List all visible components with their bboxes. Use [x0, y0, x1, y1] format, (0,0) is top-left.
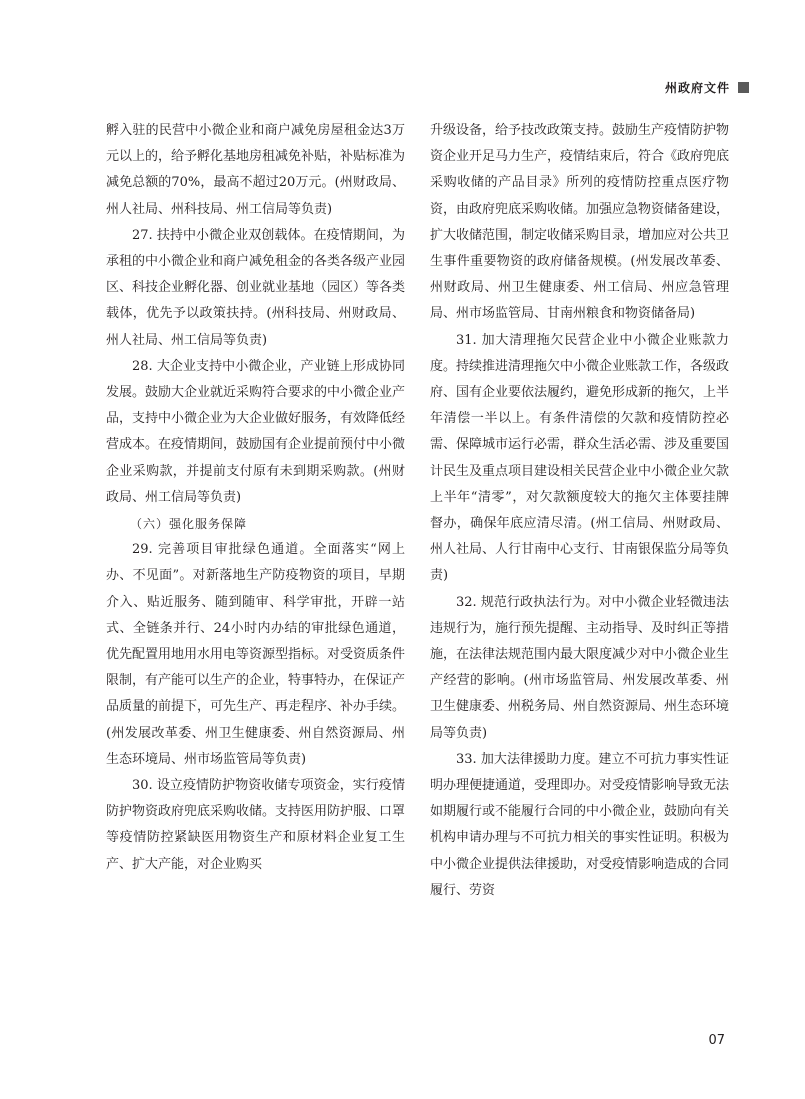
paragraph: 29. 完善项目审批绿色通道。全面落实“网上办、不见面”。对新落地生产防疫物资的项目，早期介入、贴近服务、随到随审、科学审批，开辟一站式、全链条并行、24小时内办结的审批绿色通道，优先配置用地用水用电等资源型指标。对受资质条件限制，有产能可以生产的企业，特事特办，在保证产品质量的前提下，可先生产、再走程序、补办手续。(州发展改革委、州卫生健康委、州自然资源局、州生态环境局、州市场监管局等负责) — [106, 542, 406, 767]
running-header — [665, 79, 749, 96]
header-square-mark — [738, 82, 749, 93]
page-number: 07 — [708, 1033, 725, 1048]
paragraph: 33. 加大法律援助力度。建立不可抗力事实性证明办理便捷通道，受理即办。对受疫情影响导致无法如期履行或不能履行合同的中小微企业，鼓励向有关机构申请办理与不可抗力相关的事实性证明。积极为中小微企业提供法律援助，对受疫情影响造成的合同履行、劳资 — [430, 751, 730, 898]
paragraph: 31. 加大清理拖欠民营企业中小微企业账款力度。持续推进清理拖欠中小微企业账款工作，各级政府、国有企业要依法履约，避免形成新的拖欠，上半年清偿一半以上。有条件清偿的欠款和疫情防控必需、保障城市运行必需，群众生活必需、涉及重要国计民生及重点项目建设相关民营企业中小微企业欠款上半年“清零”，对欠款额度较大的拖欠主体要挂牌督办，确保年底应清尽清。(州工信局、州财政局、州人社局、人行甘南中心支行、甘南银保监分局等负责) — [430, 332, 730, 584]
paragraph: 孵入驻的民营中小微企业和商户减免房屋租金达3万元以上的，给予孵化基地房租减免补贴，补贴标准为减免总额的70%，最高不超过20万元。(州财政局、州人社局、州科技局、州工信局等负责) — [106, 123, 406, 217]
section-subheading: （六）强化服务保障 — [130, 517, 248, 532]
header-title: 州政府文件 — [664, 81, 730, 95]
right-column — [430, 118, 729, 904]
paragraph: 升级设备，给予技改政策支持。鼓励生产疫情防护物资企业开足马力生产，疫情结束后，符合《政府兜底采购收储的产品目录》所列的疫情防控重点医疗物资，由政府兜底采购收储。加强应急物资储备建设，扩大收储范围，制定收储采购目录，增加应对公共卫生事件重要物资的政府储备规模。(州发展改革委、州财政局、州卫生健康委、州工信局、州应急管理局、州市场监管局、甘南州粮食和物资储备局) — [430, 123, 730, 322]
paragraph: 27. 扶持中小微企业双创载体。在疫情期间，为承租的中小微企业和商户减免租金的各类各级产业园区、科技企业孵化器、创业就业基地（园区）等各类载体，优先予以政策扶持。(州科技局、州财政局、州人社局、州工信局等负责) — [106, 227, 406, 348]
paragraph: 30. 设立疫情防护物资收储专项资金，实行疫情防护物资政府兜底采购收储。支持医用防护服、口罩等疫情防控紧缺医用物资生产和原材料企业复工生产、扩大产能，对企业购买 — [106, 778, 406, 872]
left-column — [106, 118, 405, 878]
paragraph: 32. 规范行政执法行为。对中小微企业轻微违法违规行为，施行预先提醒、主动指导、及时纠正等措施，在法律法规范围内最大限度减少对中小微企业生产经营的影响。(州市场监管局、州发展改革委、州卫生健康委、州税务局、州自然资源局、州生态环境局等负责) — [430, 594, 730, 741]
paragraph: 28. 大企业支持中小微企业，产业链上形成协同发展。鼓励大企业就近采购符合要求的中小微企业产品，支持中小微企业为大企业做好服务，有效降低经营成本。在疫情期间，鼓励国有企业提前预付中小微企业采购款，并提前支付原有未到期采购款。(州财政局、州工信局等负责) — [106, 358, 406, 505]
